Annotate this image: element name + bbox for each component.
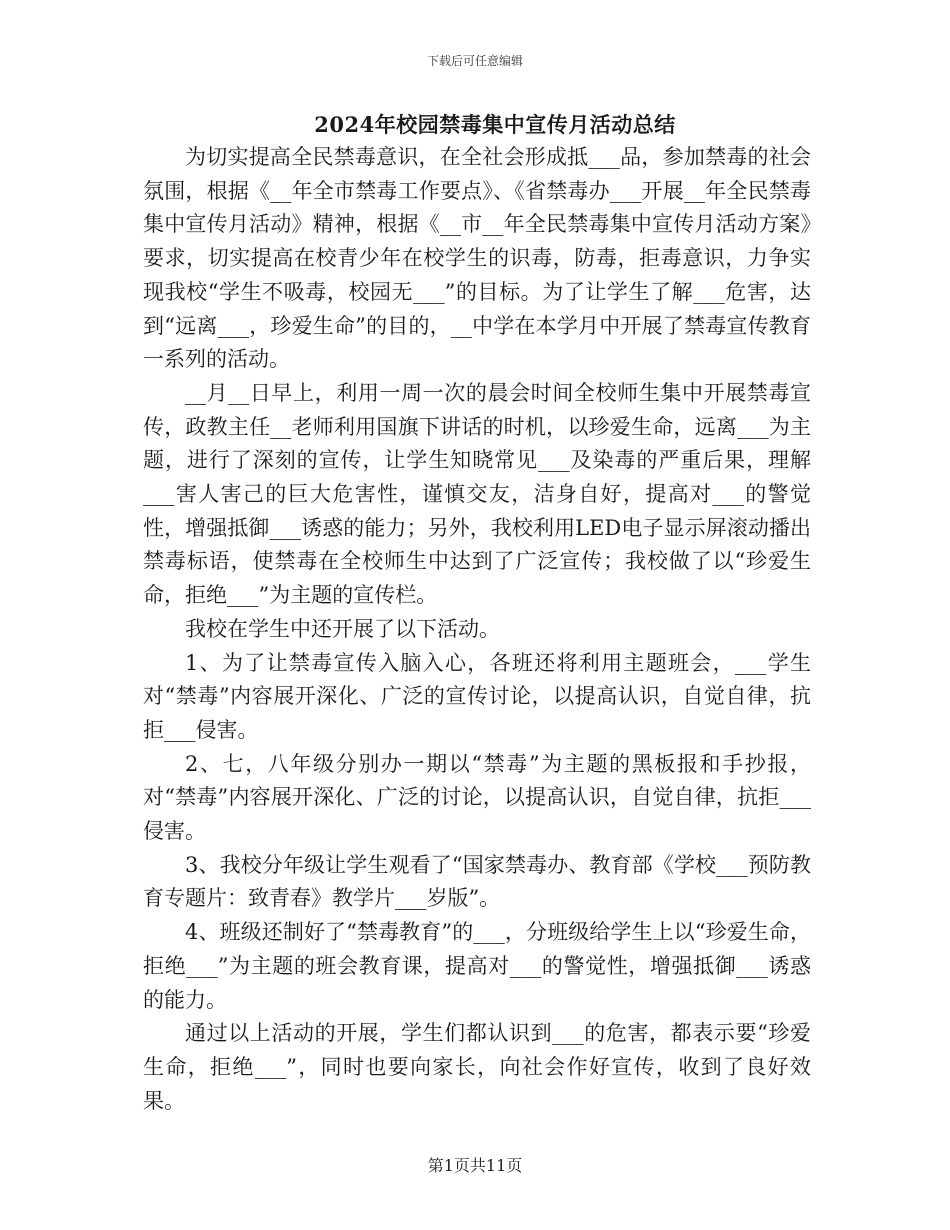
paragraph-morning-assembly: __月__日早上，利用一周一次的晨会时间全校师生集中开展禁毒宣传，政教主任__老师利用国旗下讲话的时机，以珍爱生命，远离___为主题，进行了深刻的宣传，让学生知晓常见___及染毒的严重后果，理解___害人害己的巨大危害性，谨慎交友，洁身自好，提高对___的警觉性，增强抵御___诱惑的能力；另外，我校利用LED电子显示屏滚动播出禁毒标语，使禁毒在全校师生中达到了广泛宣传；我校做了以“珍爱生命，拒绝___”为主题的宣传栏。 xyxy=(143,380,811,608)
paragraph-activity-4: 4、班级还制好了“禁毒教育”的___，分班级给学生上以“珍爱生命，拒绝___”为主题的班会教育课，提高对___的警觉性，增强抵御___诱惑的能力。 xyxy=(143,920,811,1012)
paragraph-activity-1: 1、为了让禁毒宣传入脑入心，各班还将利用主题班会，___学生对“禁毒”内容展开深化、广泛的宣传讨论，以提高认识，自觉自律，抗拒___侵害。 xyxy=(143,650,811,742)
paragraph-intro: 为切实提高全民禁毒意识，在全社会形成抵___品，参加禁毒的社会氛围，根据《__年全市禁毒工作要点》、《省禁毒办___开展__年全民禁毒集中宣传月活动》精神，根据《__市__年全民禁毒集中宣传月活动方案》要求，切实提高在校青少年在校学生的识毒，防毒，拒毒意识，力争实现我校“学生不吸毒，校园无___”的目标。为了让学生了解___危害，达到“远离___，珍爱生命”的目的，__中学在本学月中开展了禁毒宣传教育一系列的活动。 xyxy=(143,145,811,372)
page-number: 第1页共11页 xyxy=(427,1156,523,1175)
document-body xyxy=(143,141,811,1118)
paragraph-activity-2: 2、七，八年级分别办一期以“禁毒”为主题的黑板报和手抄报，对“禁毒”内容展开深化、广泛的讨论，以提高认识，自觉自律，抗拒___侵害。 xyxy=(143,751,811,844)
paragraph-conclusion: 通过以上活动的开展，学生们都认识到___的危害，都表示要“珍爱生命，拒绝___”，同时也要向家长，向社会作好宣传，收到了良好效果。 xyxy=(143,1021,811,1113)
paragraph-activity-3: 3、我校分年级让学生观看了“国家禁毒办、教育部《学校___预防教育专题片：致青春》教学片___岁版”。 xyxy=(143,852,811,911)
header-note: 下载后可任意编辑 xyxy=(426,54,523,68)
document-title: 2024年校园禁毒集中宣传月活动总结 xyxy=(314,112,676,137)
paragraph-activities-intro: 我校在学生中还开展了以下活动。 xyxy=(185,616,500,641)
